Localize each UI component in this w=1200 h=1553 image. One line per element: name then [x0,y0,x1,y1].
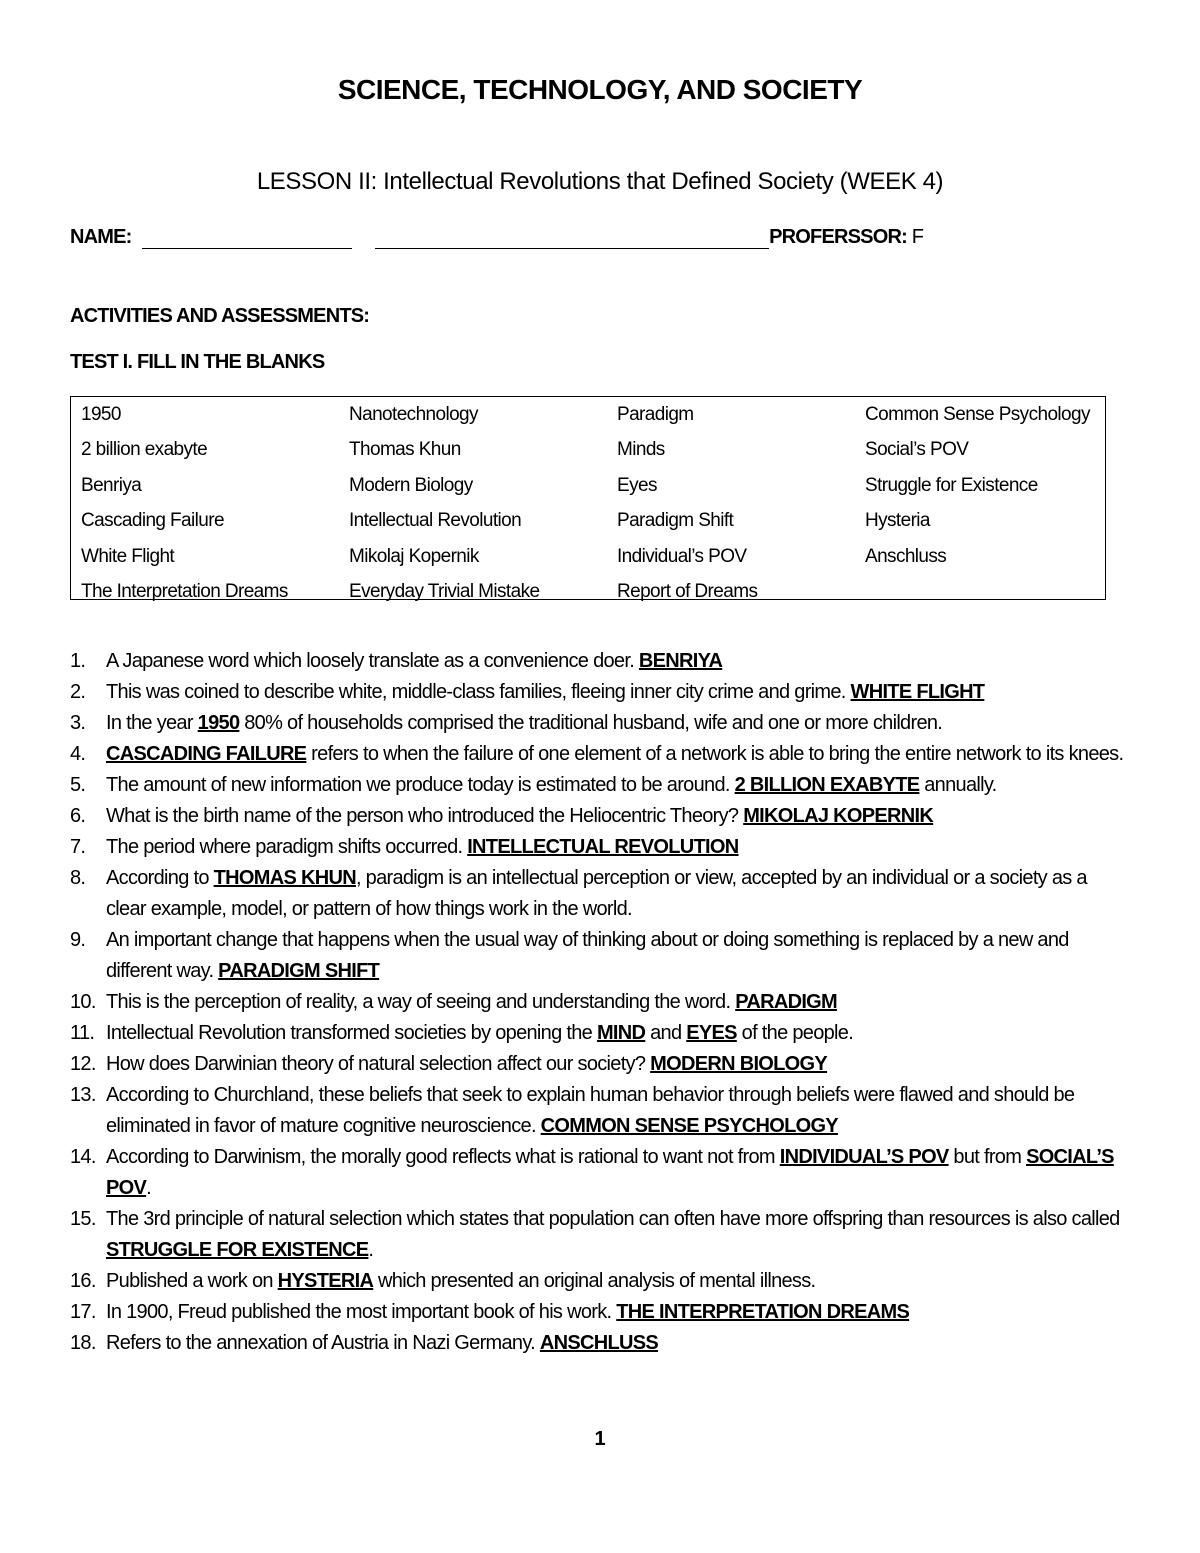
question-number: 18. [70,1332,96,1354]
question-item [70,1080,1130,1142]
question-item [70,677,1130,708]
name-blank-2 [375,228,769,249]
question-item [70,1049,1130,1080]
question-number: 2. [70,681,86,703]
lesson-title: LESSON II: Intellectual Revolutions that Defined Society (WEEK 4) [256,168,944,195]
name-blank [142,228,352,249]
word-bank-cell: White Flight [81,545,175,567]
question-item [70,646,1130,677]
word-bank-row [71,539,1105,575]
question-item [70,739,1130,770]
question-number: 8. [70,867,86,889]
question-text: 80% of households comprised the traditional husband, wife and one or more children. [239,712,943,734]
question-text: . [146,1177,151,1199]
answer-text: STRUGGLE FOR EXISTENCE [106,1239,369,1261]
question-number: 3. [70,712,86,734]
question-item [70,863,1130,925]
question-text: According to Darwinism, the morally good reflects what is rational to want not from [106,1146,780,1168]
question-number: 11. [70,1022,95,1044]
word-bank-cell: Paradigm [617,403,694,425]
question-number: 13. [70,1084,96,1106]
question-text: refers to when the failure of one element of a network is able to bring the entire network to its knees. [306,743,1124,765]
question-text: A Japanese word which loosely translate as a convenience doer. [106,650,639,672]
word-bank-row [71,397,1105,433]
question-number: 17. [70,1301,96,1323]
page-number: 1 [594,1428,606,1450]
answer-text: 2 BILLION EXABYTE [734,774,920,796]
word-bank-row [71,433,1105,469]
answer-text: CASCADING FAILURE [106,743,307,765]
answer-text: INTELLECTUAL REVOLUTION [467,836,739,858]
word-bank-cell: Nanotechnology [349,403,478,425]
question-number: 5. [70,774,86,796]
answer-text: INDIVIDUAL’S POV [779,1146,949,1168]
question-text: According to Churchland, these beliefs that seek to explain human behavior through beliefs were flawed and should be eliminated in favor of mature cognitive neuroscience. [106,1084,1075,1137]
question-number: 10. [70,991,96,1013]
question-number: 4. [70,743,86,765]
professor-value: F [911,226,924,248]
question-text: and [645,1022,687,1044]
answer-text: COMMON SENSE PSYCHOLOGY [540,1115,838,1137]
answer-text: SOCIAL’S POV [106,1146,1114,1199]
question-text: which presented an original analysis of mental illness. [373,1270,816,1292]
question-item [70,1018,1130,1049]
question-number: 6. [70,805,86,827]
question-text: This is the perception of reality, a way of seeing and understanding the word. [106,991,736,1013]
answer-text: THOMAS KHUN [213,867,356,889]
word-bank-cell: Individual’s POV [617,545,747,567]
question-text: . [368,1239,374,1261]
word-bank-cell: Thomas Khun [349,439,461,461]
question-text: This was coined to describe white, middle-class families, fleeing inner city crime and grime. [106,681,851,703]
document-title: SCIENCE, TECHNOLOGY, AND SOCIETY [337,74,863,105]
question-number: 16. [70,1270,96,1292]
answer-text: EYES [686,1022,737,1044]
question-text: What is the birth name of the person who introduced the Heliocentric Theory? [106,805,744,827]
answer-text: 1950 [197,712,240,734]
word-bank-cell: The Interpretation Dreams [81,581,288,603]
word-bank-cell: Intellectual Revolution [349,510,522,532]
question-text: but from [948,1146,1027,1168]
word-bank-cell: Common Sense Psychology [865,403,1090,425]
word-bank-cell: Modern Biology [349,474,473,496]
word-bank-cell: Struggle for Existence [865,474,1038,496]
word-bank-row [71,504,1105,540]
question-item [70,1142,1130,1204]
question-item [70,1266,1130,1297]
word-bank-cell [855,575,1105,611]
question-item [70,925,1130,987]
answer-text: PARADIGM SHIFT [218,960,380,982]
name-label: NAME: [70,226,132,248]
question-item [70,1204,1130,1266]
question-number: 14. [70,1146,96,1168]
answer-text: MODERN BIOLOGY [650,1053,828,1075]
word-bank-cell: 1950 [81,403,121,425]
answer-text: MIND [596,1022,646,1044]
answer-text: HYSTERIA [277,1270,374,1292]
question-text: In the year [106,712,198,734]
answer-text: MIKOLAJ KOPERNIK [743,805,934,827]
word-bank-cell: Mikolaj Kopernik [349,545,479,567]
word-bank-row [71,575,1105,611]
question-text: The period where paradigm shifts occurred. [106,836,468,858]
name-professor-row [70,226,923,249]
word-bank-cell: Paradigm Shift [617,510,734,532]
question-item [70,987,1130,1018]
question-number: 7. [70,836,86,858]
question-text: of the people. [736,1022,854,1044]
question-number: 12. [70,1053,96,1075]
question-text: Refers to the annexation of Austria in Nazi Germany. [106,1332,540,1354]
activities-heading: ACTIVITIES AND ASSESSMENTS: [70,305,370,327]
question-text: Intellectual Revolution transformed societies by opening the [106,1022,597,1044]
question-text: How does Darwinian theory of natural selection affect our society? [106,1053,651,1075]
word-bank-cell: Benriya [81,474,142,496]
answer-text: WHITE FLIGHT [850,681,985,703]
answer-text: ANSCHLUSS [539,1332,659,1354]
question-text: Published a work on [106,1270,278,1292]
question-text: The amount of new information we produce today is estimated to be around. [106,774,735,796]
question-item [70,1297,1130,1328]
question-item [70,832,1130,863]
word-bank-cell: Report of Dreams [617,581,758,603]
question-text: In 1900, Freud published the most important book of his work. [106,1301,617,1323]
word-bank-cell: Minds [617,439,665,461]
question-item [70,708,1130,739]
word-bank-cell: Anschluss [865,545,947,567]
professor-label: PROFERSSOR: [769,226,907,248]
word-bank-cell: 2 billion exabyte [81,439,208,461]
question-list [70,646,1130,1359]
question-number: 9. [70,929,86,951]
question-text: , paradigm is an intellectual perception or view, accepted by an individual or a society as a clear example, model, or pattern of how things work in the world. [106,867,1087,920]
answer-text: PARADIGM [735,991,837,1013]
question-text: According to [106,867,214,889]
question-number: 1. [70,650,86,672]
question-text: annually. [919,774,997,796]
question-text: The 3rd principle of natural selection which states that population can often have more offspring than resources is also called [106,1208,1120,1230]
word-bank-cell: Cascading Failure [81,510,224,532]
answer-text: BENRIYA [638,650,723,672]
word-bank-cell: Everyday Trivial Mistake [349,581,540,603]
question-number: 15. [70,1208,96,1230]
question-text: An important change that happens when the usual way of thinking about or doing something is replaced by a new and different way. [106,929,1069,982]
word-bank-table [70,396,1106,603]
word-bank-cell: Hysteria [865,510,930,532]
word-bank-cell: Social’s POV [865,439,969,461]
word-bank-cell: Eyes [617,474,657,496]
test-heading: TEST I. FILL IN THE BLANKS [70,351,325,373]
question-item [70,801,1130,832]
question-item [70,1328,1130,1359]
word-bank-row [71,468,1105,504]
answer-text: THE INTERPRETATION DREAMS [616,1301,910,1323]
question-item [70,770,1130,801]
